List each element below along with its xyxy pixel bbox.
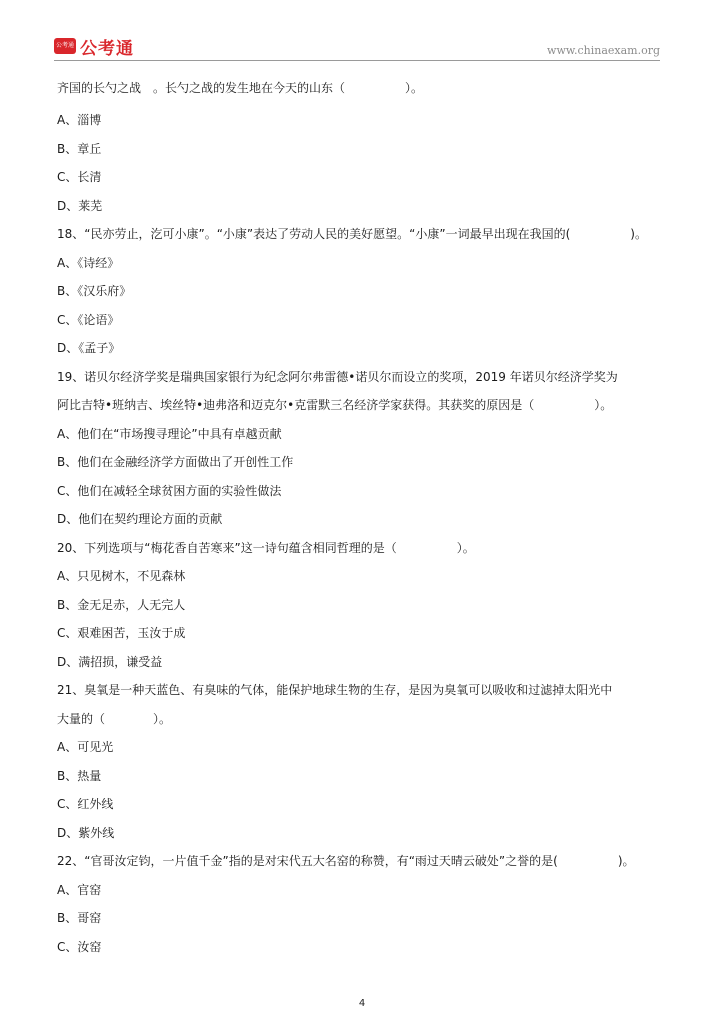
question-19-option-d: D、他们在契约理论方面的贡献 [57,512,223,526]
page-header [0,0,724,62]
question-21-option-d: D、紫外线 [57,825,115,840]
question-18-option-c: C、《论语》 [57,312,120,327]
question-20-stem: 20、下列选项与“梅花香自苦寒来”这一诗句蕴含相同哲理的是（ ）。 [57,540,475,555]
question-20-option-d: D、满招损，谦受益 [57,654,163,669]
question-21-stem: 21、臭氧是一种天蓝色、有臭味的气体，能保护地球生物的生存，是因为臭氧可以吸收和过滤掉太阳光中 [57,683,613,697]
page-number: 4 [358,998,366,1009]
question-22-option-c: C、汝窑 [57,939,102,954]
question-19-option-b: B、他们在金融经济学方面做出了开创性工作 [57,455,294,469]
question-19-stem: 19、诺贝尔经济学奖是瑞典国家银行为纪念阿尔弗雷德•诺贝尔而设立的奖项，2019 年诺贝尔经济学奖为 [57,369,618,384]
question-21-option-b: B、热量 [57,768,102,783]
question-22-stem: 22、“官哥汝定钧，一片值千金”指的是对宋代五大名窑的称赞，有“雨过天晴云破处”之誉的是( )。 [57,854,635,868]
logo-badge: 公考通 [54,38,76,54]
question-18-stem: 18、“民亦劳止，汔可小康”。“小康”表达了劳动人民的美好愿望。“小康”一词最早出现在我国的( )。 [57,227,647,241]
question-19-option-a: A、他们在“市场搜寻理论”中具有卓越贡献 [57,426,282,441]
logo-text: 公考通 [80,38,134,59]
question-18-option-a: A、《诗经》 [57,255,120,270]
intro-option-c: C、长清 [57,170,102,184]
question-18-option-d: D、《孟子》 [57,341,121,355]
intro-stem: 齐国的长勺之战 。长勺之战的发生地在今天的山东（ ）。 [57,81,424,95]
site-url: www.chinaexam.org [547,44,660,57]
question-22-option-b: B、哥窑 [57,911,102,925]
intro-option-b: B、章丘 [57,141,102,156]
intro-option-a: A、淄博 [57,113,102,127]
intro-option-d: D、莱芜 [57,198,103,213]
document-body [57,78,669,961]
question-19-option-c: C、他们在减轻全球贫困方面的实验性做法 [57,483,282,498]
question-20-option-b: B、金无足赤，人无完人 [57,597,186,612]
question-19-stem-continued: 阿比吉特•班纳吉、埃丝特•迪弗洛和迈克尔•克雷默三名经济学家获得。其获奖的原因是（ ）。 [57,398,613,412]
brand-logo [54,36,134,59]
question-21-option-c: C、红外线 [57,797,114,811]
question-21-option-a: A、可见光 [57,740,114,754]
question-21-stem-continued: 大量的（ ）。 [57,711,172,726]
question-18-option-b: B、《汉乐府》 [57,284,132,298]
question-20-option-a: A、只见树木，不见森林 [57,569,186,583]
question-20-option-c: C、艰难困苦，玉汝于成 [57,626,186,640]
question-22-option-a: A、官窑 [57,882,102,897]
header-divider [54,60,660,61]
